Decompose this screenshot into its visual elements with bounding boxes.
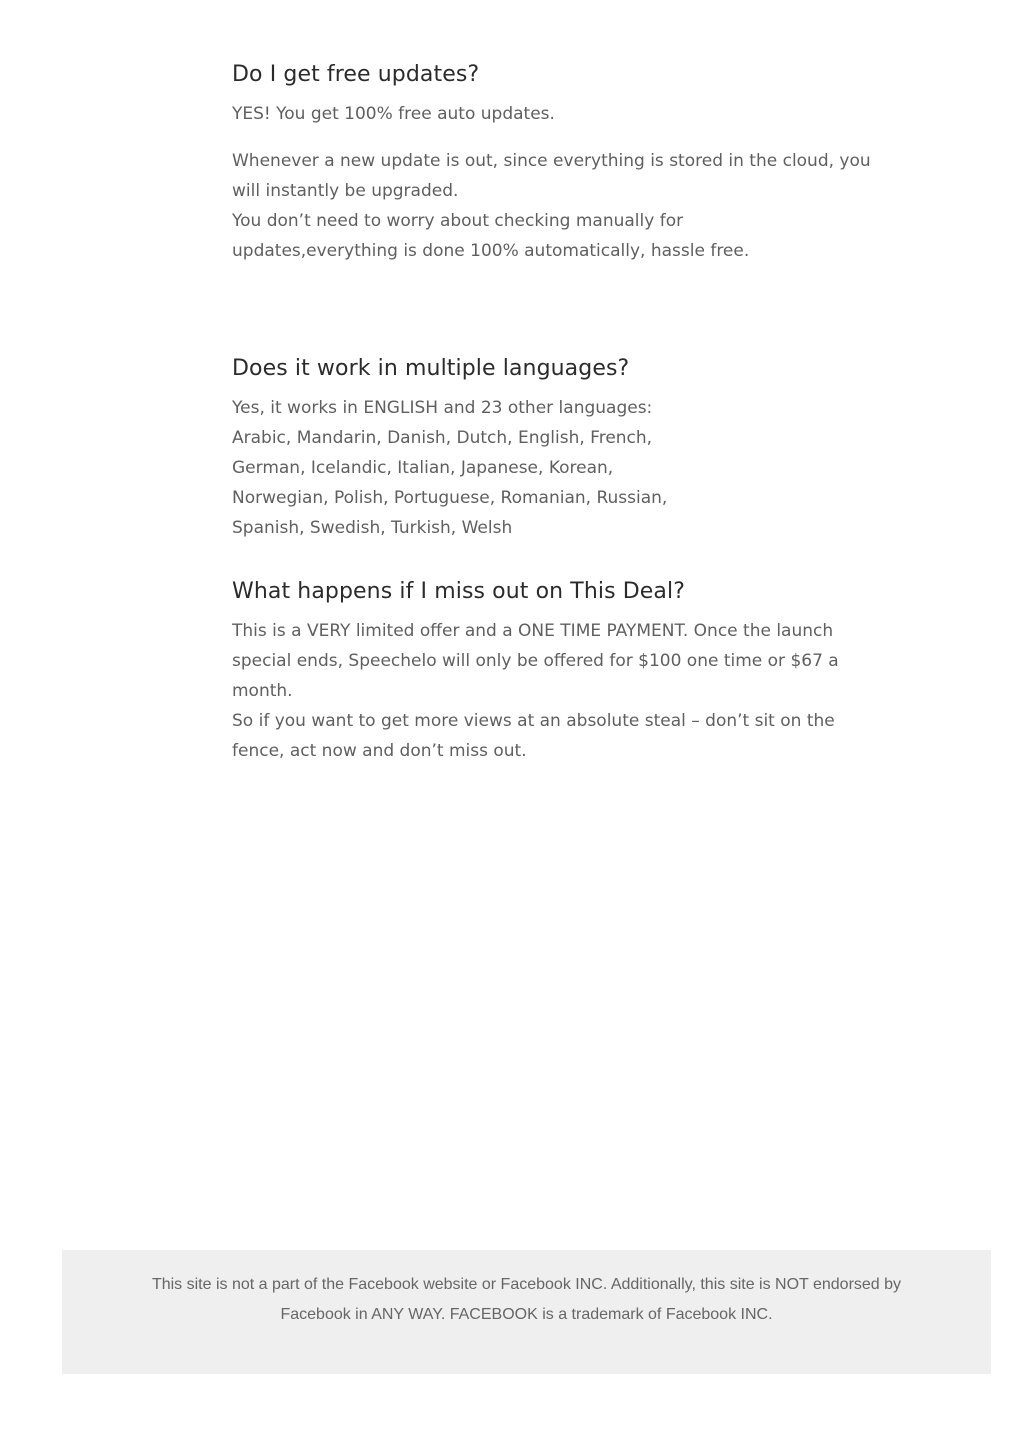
faq-question: Does it work in multiple languages?	[232, 356, 630, 381]
footer	[62, 1250, 991, 1374]
faq-miss-deal	[232, 577, 892, 766]
faq-answer: You don’t need to worry about checking manually for	[232, 211, 684, 231]
footer-disclaimer: This site is not a part of the Facebook website or Facebook INC. Additionally, this site is NOT endorsed by Facebook in ANY WAY. FACEBOOK is a trademark of Facebook INC.	[151, 1276, 902, 1323]
faq-answer: updates,everything is done 100% automatically, hassle free.	[232, 241, 750, 261]
faq-answer: So if you want to get more views at an absolute steal – don’t sit on the fence, act now and don’t miss out.	[232, 711, 835, 761]
faq-answer: German, Icelandic, Italian, Japanese, Korean,	[232, 458, 614, 478]
faq-answer: Yes, it works in ENGLISH and 23 other languages:	[232, 398, 653, 418]
faq-answer: Arabic, Mandarin, Danish, Dutch, English, French,	[232, 428, 653, 448]
faq-free-updates	[232, 60, 892, 266]
faq-answer: YES! You get 100% free auto updates.	[232, 104, 555, 124]
faq-question: Do I get free updates?	[232, 62, 480, 87]
faq-answer: Norwegian, Polish, Portuguese, Romanian, Russian,	[232, 488, 668, 508]
faq-languages	[232, 354, 892, 543]
faq-answer: Whenever a new update is out, since everything is stored in the cloud, you will instantly be upgraded.	[232, 151, 871, 201]
faq-answer: Spanish, Swedish, Turkish, Welsh	[232, 518, 513, 538]
faq-question: What happens if I miss out on This Deal?	[232, 579, 685, 604]
faq-answer: This is a VERY limited offer and a ONE TIME PAYMENT. Once the launch special ends, Speechelo will only be offered for $100 one time or $67 a month.	[232, 621, 839, 701]
